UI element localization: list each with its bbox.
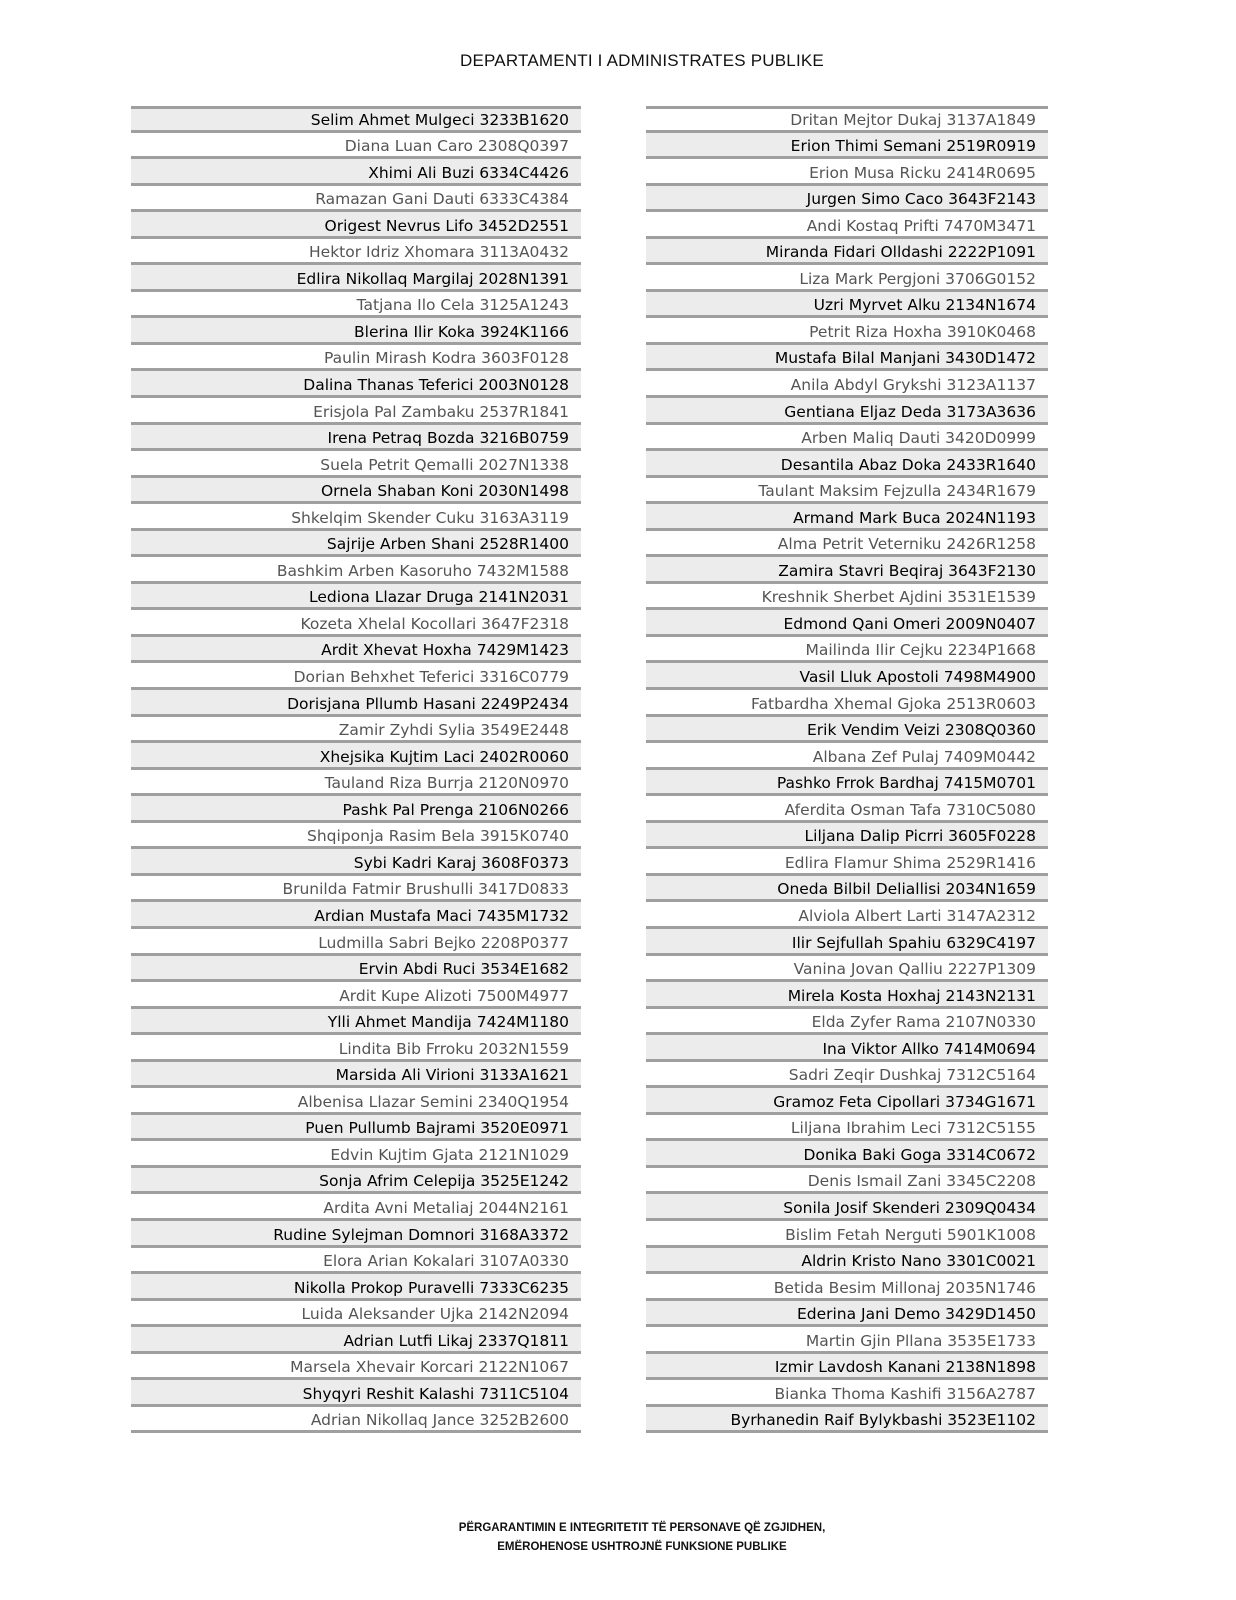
list-item: Denis Ismail Zani 3345C2208: [646, 1168, 1048, 1195]
list-item: Suela Petrit Qemalli 2027N1338: [131, 451, 581, 478]
list-item: Ylli Ahmet Mandija 7424M1180: [131, 1009, 581, 1036]
list-item: Ederina Jani Demo 3429D1450: [646, 1301, 1048, 1328]
list-item: Hektor Idriz Xhomara 3113A0432: [131, 239, 581, 266]
list-item: Pashko Frrok Bardhaj 7415M0701: [646, 770, 1048, 797]
list-item: Vasil Lluk Apostoli 7498M4900: [646, 663, 1048, 690]
list-item: Sonila Josif Skenderi 2309Q0434: [646, 1194, 1048, 1221]
list-item: Diana Luan Caro 2308Q0397: [131, 133, 581, 160]
list-item: Nikolla Prokop Puravelli 7333C6235: [131, 1274, 581, 1301]
list-item: Edmond Qani Omeri 2009N0407: [646, 610, 1048, 637]
list-item: Sadri Zeqir Dushkaj 7312C5164: [646, 1062, 1048, 1089]
list-item: Sonja Afrim Celepija 3525E1242: [131, 1168, 581, 1195]
list-item: Jurgen Simo Caco 3643F2143: [646, 186, 1048, 213]
list-item: Ardit Kupe Alizoti 7500M4977: [131, 982, 581, 1009]
list-item: Erisjola Pal Zambaku 2537R1841: [131, 398, 581, 425]
list-item: Brunilda Fatmir Brushulli 3417D0833: [131, 876, 581, 903]
list-item: Albana Zef Pulaj 7409M0442: [646, 743, 1048, 770]
list-item: Ilir Sejfullah Spahiu 6329C4197: [646, 929, 1048, 956]
list-item: Petrit Riza Hoxha 3910K0468: [646, 318, 1048, 345]
list-item: Ardian Mustafa Maci 7435M1732: [131, 902, 581, 929]
list-item: Dalina Thanas Teferici 2003N0128: [131, 371, 581, 398]
page-title: DEPARTAMENTI I ADMINISTRATES PUBLIKE: [460, 51, 824, 70]
left-name-list: [131, 106, 581, 1433]
list-item: Donika Baki Goga 3314C0672: [646, 1141, 1048, 1168]
list-item: Shqiponja Rasim Bela 3915K0740: [131, 823, 581, 850]
list-item: Albenisa Llazar Semini 2340Q1954: [131, 1088, 581, 1115]
list-item: Adrian Nikollaq Jance 3252B2600: [131, 1407, 581, 1434]
list-item: Byrhanedin Raif Bylykbashi 3523E1102: [646, 1407, 1048, 1434]
list-item: Sybi Kadri Karaj 3608F0373: [131, 849, 581, 876]
list-item: Shkelqim Skender Cuku 3163A3119: [131, 504, 581, 531]
list-item: Uzri Myrvet Alku 2134N1674: [646, 292, 1048, 319]
list-item: Edlira Flamur Shima 2529R1416: [646, 849, 1048, 876]
list-item: Liljana Ibrahim Leci 7312C5155: [646, 1115, 1048, 1142]
list-item: Lindita Bib Frroku 2032N1559: [131, 1035, 581, 1062]
list-item: Erion Thimi Semani 2519R0919: [646, 133, 1048, 160]
list-item: Xhimi Ali Buzi 6334C4426: [131, 159, 581, 186]
list-item: Ina Viktor Allko 7414M0694: [646, 1035, 1048, 1062]
footer-line-1: PËRGARANTIMIN E INTEGRITETIT TË PERSONAVE QË ZGJIDHEN,: [458, 1522, 826, 1534]
list-item: Elda Zyfer Rama 2107N0330: [646, 1009, 1048, 1036]
list-item: Mailinda Ilir Cejku 2234P1668: [646, 637, 1048, 664]
list-item: Alviola Albert Larti 3147A2312: [646, 902, 1048, 929]
list-item: Kreshnik Sherbet Ajdini 3531E1539: [646, 584, 1048, 611]
list-item: Ramazan Gani Dauti 6333C4384: [131, 186, 581, 213]
list-item: Pashk Pal Prenga 2106N0266: [131, 796, 581, 823]
list-item: Ardita Avni Metaliaj 2044N2161: [131, 1194, 581, 1221]
list-item: Desantila Abaz Doka 2433R1640: [646, 451, 1048, 478]
list-item: Lediona Llazar Druga 2141N2031: [131, 584, 581, 611]
list-item: Shyqyri Reshit Kalashi 7311C5104: [131, 1380, 581, 1407]
list-item: Ornela Shaban Koni 2030N1498: [131, 478, 581, 505]
footer: [0, 1519, 1236, 1557]
list-item: Edlira Nikollaq Margilaj 2028N1391: [131, 265, 581, 292]
list-item: Fatbardha Xhemal Gjoka 2513R0603: [646, 690, 1048, 717]
list-item: Vanina Jovan Qalliu 2227P1309: [646, 956, 1048, 983]
list-item: Aldrin Kristo Nano 3301C0021: [646, 1248, 1048, 1275]
list-item: Selim Ahmet Mulgeci 3233B1620: [131, 106, 581, 133]
list-item: Sajrije Arben Shani 2528R1400: [131, 531, 581, 558]
list-item: Oneda Bilbil Deliallisi 2034N1659: [646, 876, 1048, 903]
list-item: Dorian Behxhet Teferici 3316C0779: [131, 663, 581, 690]
list-item: Mirela Kosta Hoxhaj 2143N2131: [646, 982, 1048, 1009]
list-item: Bashkim Arben Kasoruho 7432M1588: [131, 557, 581, 584]
list-item: Mustafa Bilal Manjani 3430D1472: [646, 345, 1048, 372]
list-item: Liljana Dalip Picrri 3605F0228: [646, 823, 1048, 850]
list-item: Tatjana Ilo Cela 3125A1243: [131, 292, 581, 319]
list-item: Alma Petrit Veterniku 2426R1258: [646, 531, 1048, 558]
list-item: Bianka Thoma Kashifi 3156A2787: [646, 1380, 1048, 1407]
list-item: Armand Mark Buca 2024N1193: [646, 504, 1048, 531]
list-item: Origest Nevrus Lifo 3452D2551: [131, 212, 581, 239]
list-item: Miranda Fidari Olldashi 2222P1091: [646, 239, 1048, 266]
list-item: Gentiana Eljaz Deda 3173A3636: [646, 398, 1048, 425]
list-item: Tauland Riza Burrja 2120N0970: [131, 770, 581, 797]
list-item: Ervin Abdi Ruci 3534E1682: [131, 956, 581, 983]
list-item: Erion Musa Ricku 2414R0695: [646, 159, 1048, 186]
list-item: Liza Mark Pergjoni 3706G0152: [646, 265, 1048, 292]
list-item: Dritan Mejtor Dukaj 3137A1849: [646, 106, 1048, 133]
list-item: Xhejsika Kujtim Laci 2402R0060: [131, 743, 581, 770]
list-item: Aferdita Osman Tafa 7310C5080: [646, 796, 1048, 823]
list-item: Ardit Xhevat Hoxha 7429M1423: [131, 637, 581, 664]
list-item: Adrian Lutfi Likaj 2337Q1811: [131, 1327, 581, 1354]
list-item: Dorisjana Pllumb Hasani 2249P2434: [131, 690, 581, 717]
list-item: Zamir Zyhdi Sylia 3549E2448: [131, 717, 581, 744]
list-item: Irena Petraq Bozda 3216B0759: [131, 425, 581, 452]
list-item: Arben Maliq Dauti 3420D0999: [646, 425, 1048, 452]
list-item: Edvin Kujtim Gjata 2121N1029: [131, 1141, 581, 1168]
list-item: Andi Kostaq Prifti 7470M3471: [646, 212, 1048, 239]
list-item: Puen Pullumb Bajrami 3520E0971: [131, 1115, 581, 1142]
list-item: Bislim Fetah Nerguti 5901K1008: [646, 1221, 1048, 1248]
list-item: Luida Aleksander Ujka 2142N2094: [131, 1301, 581, 1328]
list-item: Erik Vendim Veizi 2308Q0360: [646, 717, 1048, 744]
list-item: Zamira Stavri Beqiraj 3643F2130: [646, 557, 1048, 584]
right-name-list: [646, 106, 1048, 1433]
list-item: Martin Gjin Pllana 3535E1733: [646, 1327, 1048, 1354]
list-item: Anila Abdyl Grykshi 3123A1137: [646, 371, 1048, 398]
list-item: Izmir Lavdosh Kanani 2138N1898: [646, 1354, 1048, 1381]
list-item: Elora Arian Kokalari 3107A0330: [131, 1248, 581, 1275]
list-item: Taulant Maksim Fejzulla 2434R1679: [646, 478, 1048, 505]
list-item: Marsela Xhevair Korcari 2122N1067: [131, 1354, 581, 1381]
footer-line-2: EMËROHENOSE USHTROJNË FUNKSIONE PUBLIKE: [497, 1541, 787, 1553]
list-item: Rudine Sylejman Domnori 3168A3372: [131, 1221, 581, 1248]
list-item: Kozeta Xhelal Kocollari 3647F2318: [131, 610, 581, 637]
list-item: Gramoz Feta Cipollari 3734G1671: [646, 1088, 1048, 1115]
list-item: Marsida Ali Virioni 3133A1621: [131, 1062, 581, 1089]
list-item: Paulin Mirash Kodra 3603F0128: [131, 345, 581, 372]
list-item: Ludmilla Sabri Bejko 2208P0377: [131, 929, 581, 956]
list-item: Betida Besim Millonaj 2035N1746: [646, 1274, 1048, 1301]
list-item: Blerina Ilir Koka 3924K1166: [131, 318, 581, 345]
